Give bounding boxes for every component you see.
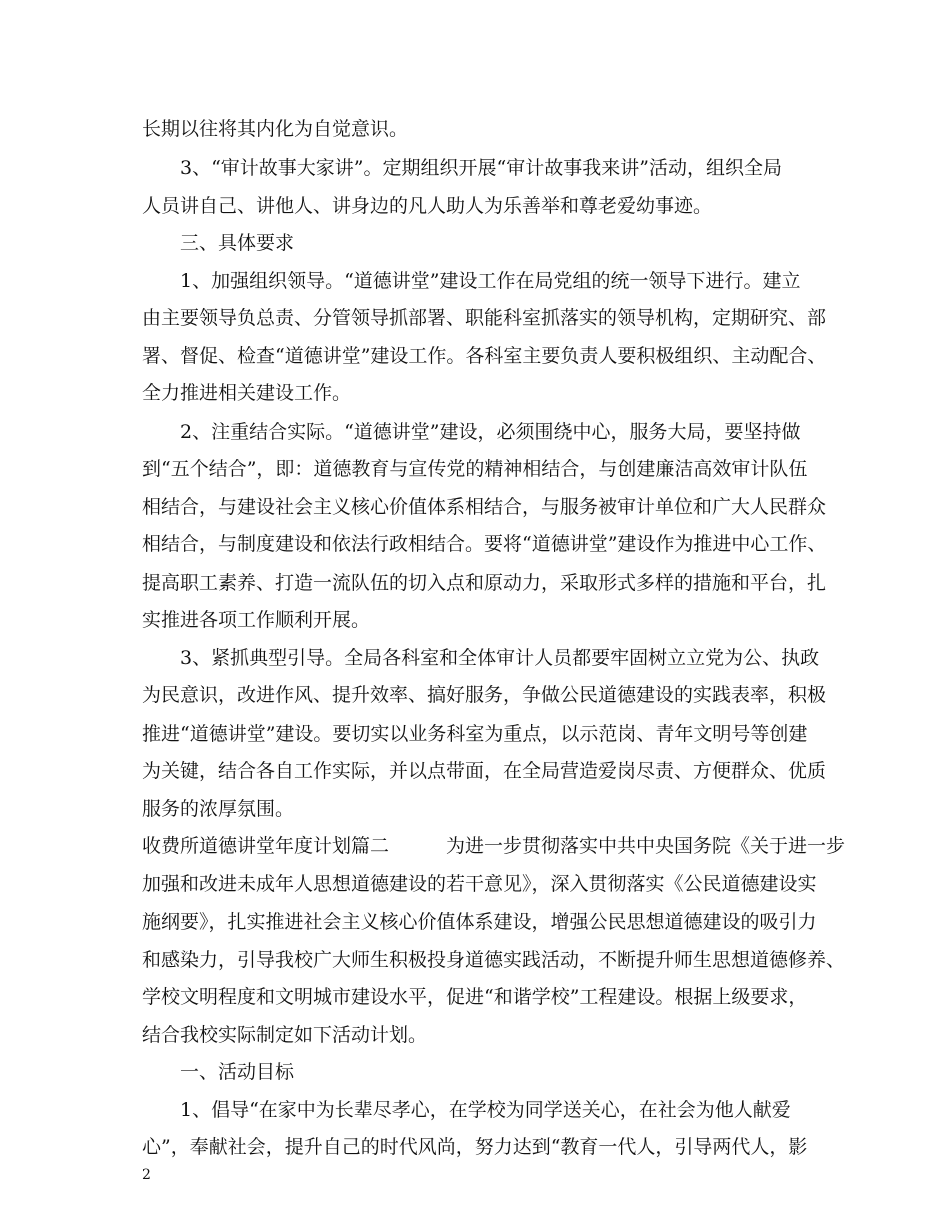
- section-heading: 三、具体要求: [142, 232, 295, 254]
- text-line: 3、紧抓典型引导。全局各科室和全体审计人员都要牢固树立立党为公、执政: [142, 647, 820, 669]
- text-line: 3、“审计故事大家讲”。定期组织开展“审计故事我来讲”活动，组织全局: [142, 157, 782, 179]
- text-line: 推进“道德讲堂”建设。要切实以业务科室为重点，以示范岗、青年文明号等创建: [142, 723, 808, 745]
- text-line: 相结合，与制度建设和依法行政相结合。要将“道德讲堂”建设作为推进中心工作、: [142, 533, 827, 555]
- text-line: 相结合，与建设社会主义核心价值体系相结合，与服务被审计单位和广大人民群众: [142, 496, 827, 518]
- text-line: 全力推进相关建设工作。: [142, 382, 352, 404]
- page-number: 2: [142, 1167, 151, 1183]
- text-line: 服务的浓厚氛围。: [142, 798, 295, 820]
- section-heading: 一、活动目标: [142, 1061, 295, 1083]
- text-line: 人员讲自己、讲他人、讲身边的凡人助人为乐善举和尊老爱幼事迹。: [142, 195, 713, 217]
- text-line: 1、加强组织领导。“道德讲堂”建设工作在局党组的统一领导下进行。建立: [142, 270, 801, 292]
- text-line: 施纲要》，扎实推进社会主义核心价值体系建设，增强公民思想道德建设的吸引力: [142, 911, 817, 933]
- text-line: 到“五个结合”，即：道德教育与宣传党的精神相结合，与创建廉洁高效审计队伍: [142, 458, 808, 480]
- text-line: 为关键，结合各自工作实际，并以点带面，在全局营造爱岗尽责、方便群众、优质: [142, 760, 827, 782]
- text-line: 加强和改进未成年人思想道德建设的若干意见》，深入贯彻落实《公民道德建设实: [142, 873, 817, 895]
- text-line: 署、督促、检查“道德讲堂”建设工作。各科室主要负责人要积极组织、主动配合、: [142, 345, 827, 367]
- text-line: 2、注重结合实际。“道德讲堂”建设，必须围绕中心，服务大局，要坚持做: [142, 421, 801, 443]
- text-line: 心”，奉献社会，提升自己的时代风尚，努力达到“教育一代人，引导两代人，影: [142, 1136, 808, 1158]
- text-line: 和感染力，引导我校广大师生积极投身道德实践活动，不断提升师生思想道德修养、: [142, 949, 846, 971]
- text-line: 长期以往将其内化为自觉意识。: [142, 118, 409, 140]
- text-line: 提高职工素养、打造一流队伍的切入点和原动力，采取形式多样的措施和平台，扎: [142, 572, 827, 594]
- text-line: 由主要领导负总责、分管领导抓部署、职能科室抓落实的领导机构，定期研究、部: [142, 307, 827, 329]
- text-line: 1、倡导“在家中为长辈尽孝心，在学校为同学送关心，在社会为他人献爱: [142, 1099, 791, 1121]
- text-line: 收费所道德讲堂年度计划篇二 为进一步贯彻落实中共中央国务院《关于进一步: [142, 835, 846, 857]
- text-line: 结合我校实际制定如下活动计划。: [142, 1024, 428, 1046]
- text-line: 为民意识，改进作风、提升效率、搞好服务，争做公民道德建设的实践表率，积极: [142, 684, 827, 706]
- text-line: 实推进各项工作顺利开展。: [142, 609, 371, 631]
- text-line: 学校文明程度和文明城市建设水平，促进“和谐学校”工程建设。根据上级要求，: [142, 986, 808, 1008]
